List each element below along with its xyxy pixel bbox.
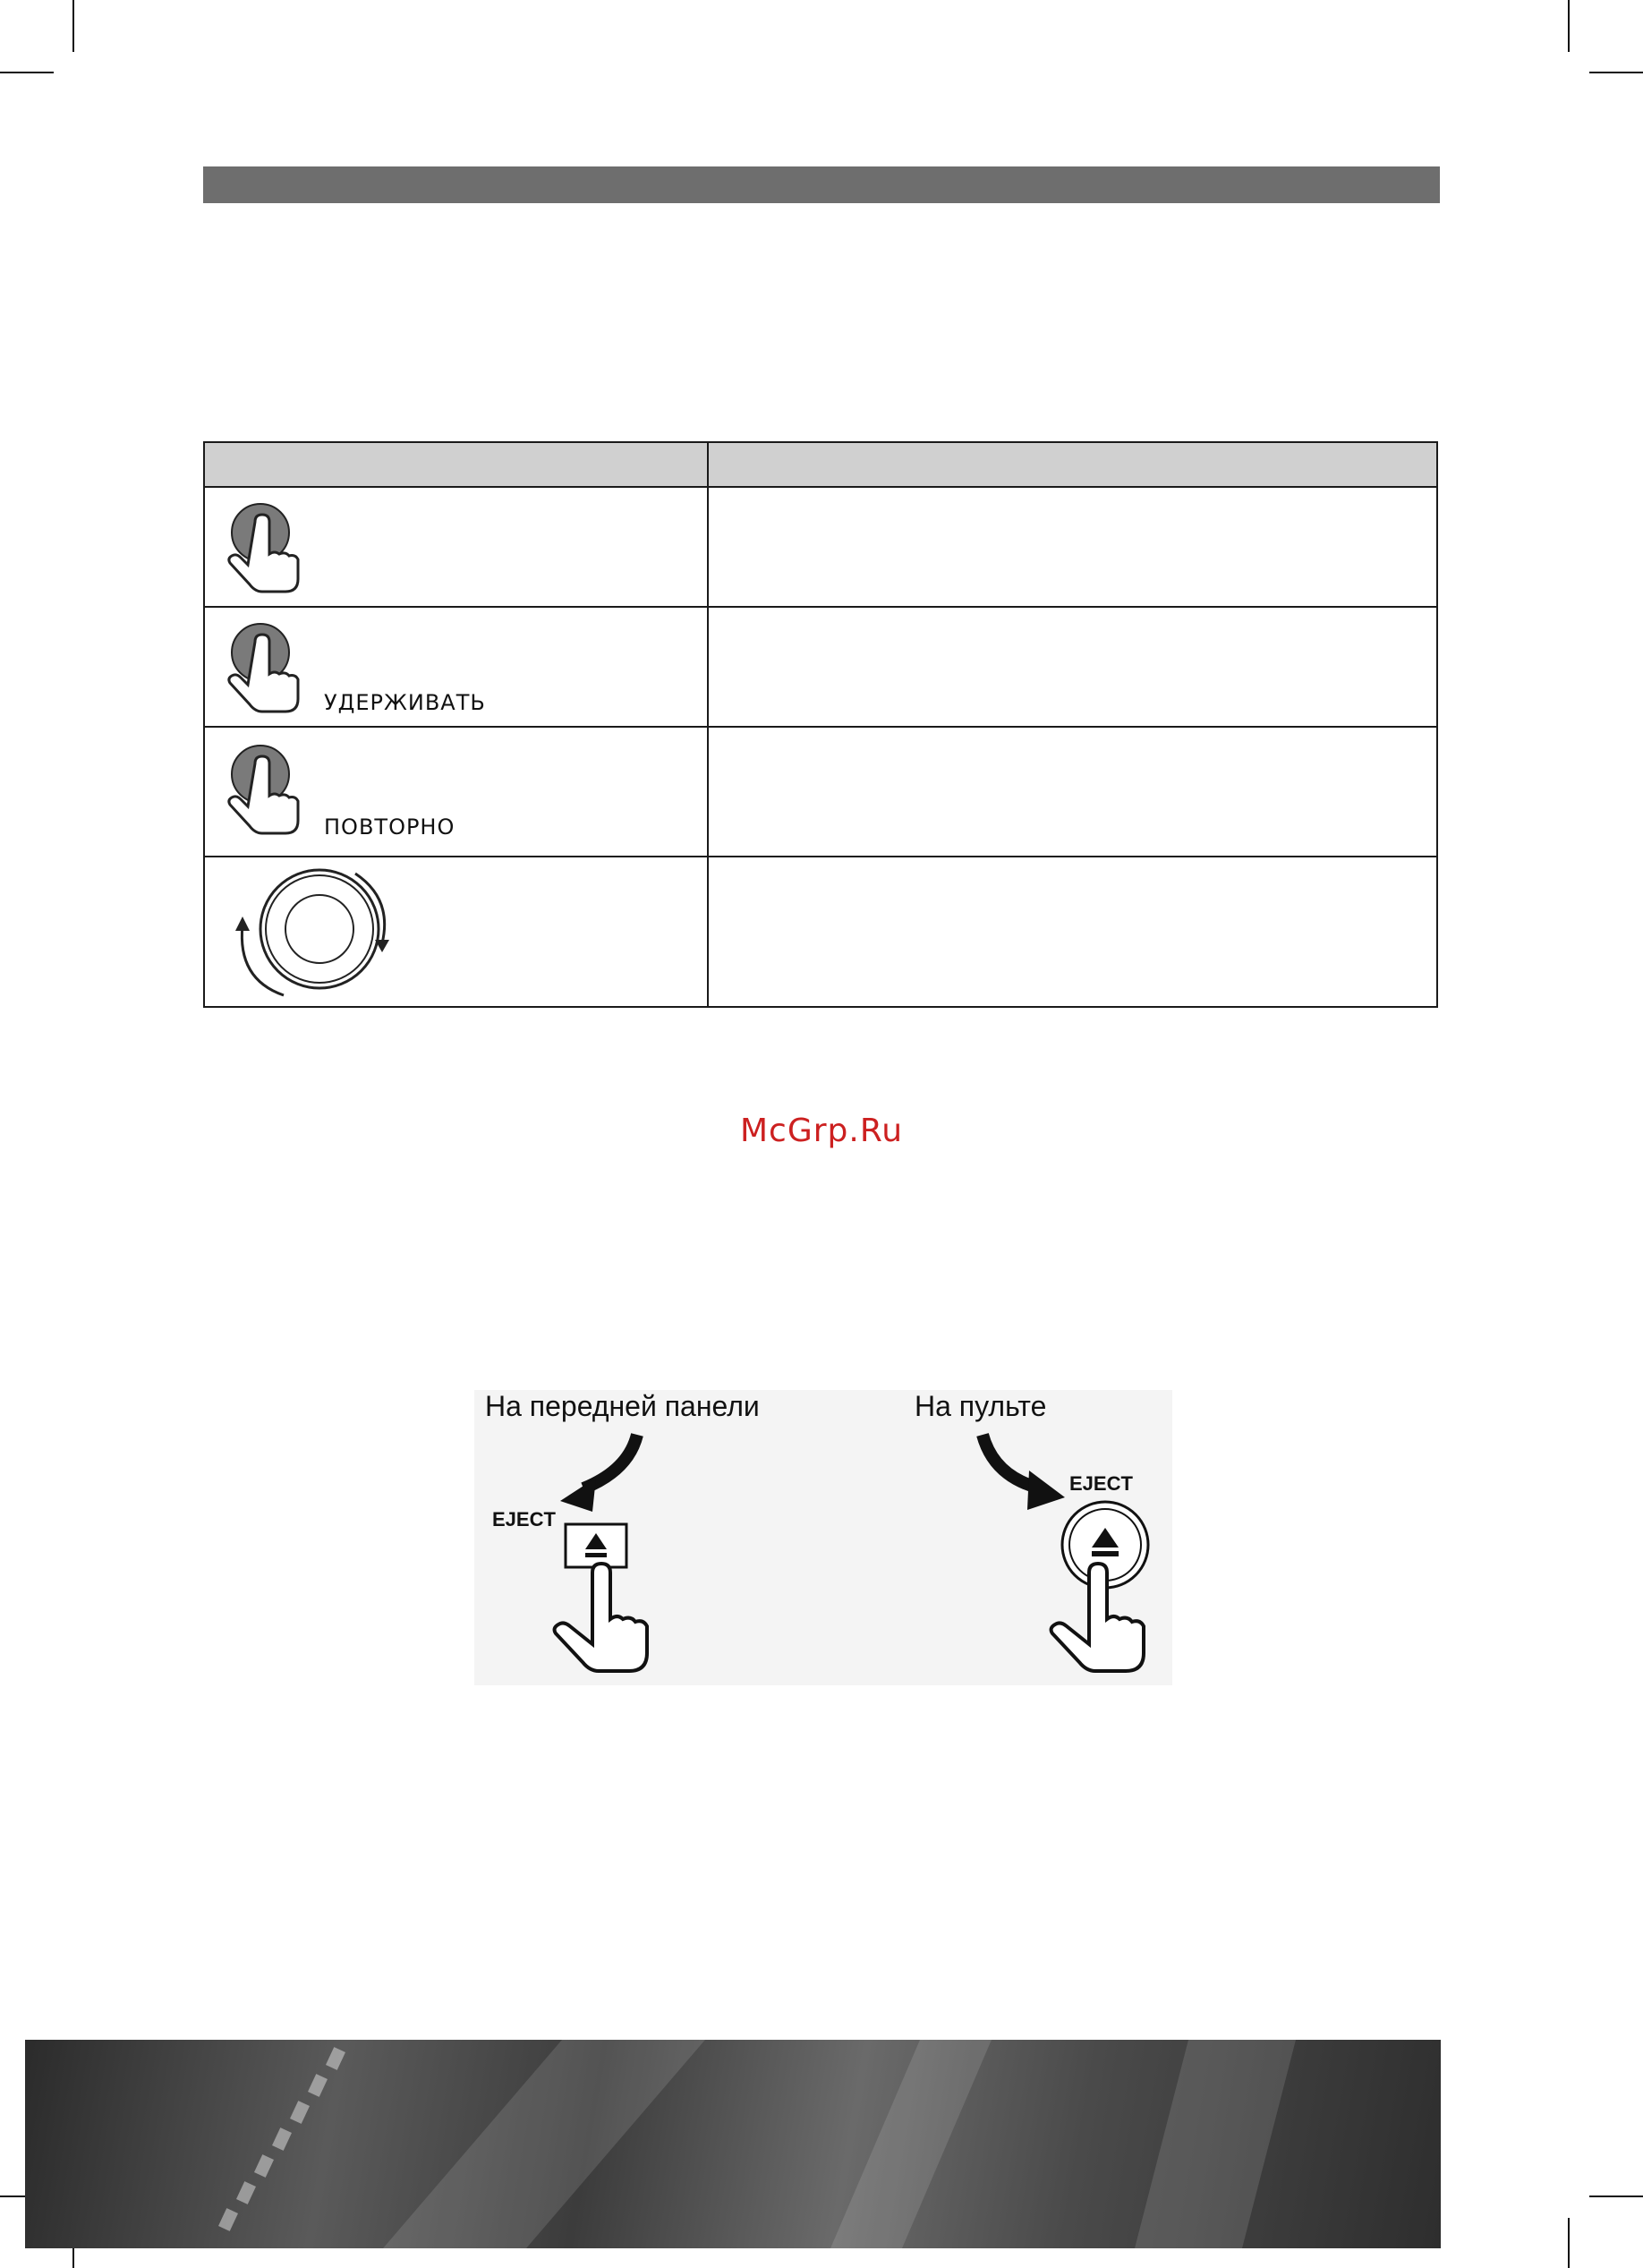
table-row [204,727,1437,857]
crop-mark [1589,2196,1643,2197]
crop-mark [1568,0,1570,52]
hold-label: УДЕРЖИВАТЬ [324,690,486,715]
crop-mark [1589,72,1643,73]
crop-mark [1568,2218,1570,2268]
press-finger-icon [221,495,319,602]
remote-caption: На пульте [915,1390,1047,1422]
press-finger-icon [221,737,319,844]
section-header-bar [203,166,1440,203]
front-eject-label: EJECT [492,1508,556,1530]
table-cell-description [708,727,1437,857]
table-cell-icon [204,857,708,1007]
watermark: McGrp.Ru [739,1113,904,1149]
press-finger-icon [221,615,319,722]
table-cell-description [708,857,1437,1007]
table-header-row [204,442,1437,487]
table-header-cell [204,442,708,487]
pressing-hand-icon [537,1560,671,1685]
rotate-knob-icon [221,861,418,1004]
table-row [204,857,1437,1007]
pressing-hand-icon [1034,1560,1168,1685]
crop-mark [0,72,54,73]
footer-decoration [25,2040,1441,2248]
crop-mark [72,0,74,52]
curved-arrow-icon [555,1428,653,1526]
front-panel-caption: На передней панели [485,1390,760,1422]
repeat-label: ПОВТОРНО [324,814,455,840]
table-cell-description [708,607,1437,727]
table-cell-icon [204,727,708,857]
table-row [204,487,1437,607]
table-cell-icon [204,607,708,727]
table-cell-icon [204,487,708,607]
remote-eject-label: EJECT [1069,1472,1133,1495]
eject-illustration [474,1390,1172,1685]
table-header-cell [708,442,1437,487]
table-cell-description [708,487,1437,607]
operations-table [203,441,1438,1008]
table-row [204,607,1437,727]
